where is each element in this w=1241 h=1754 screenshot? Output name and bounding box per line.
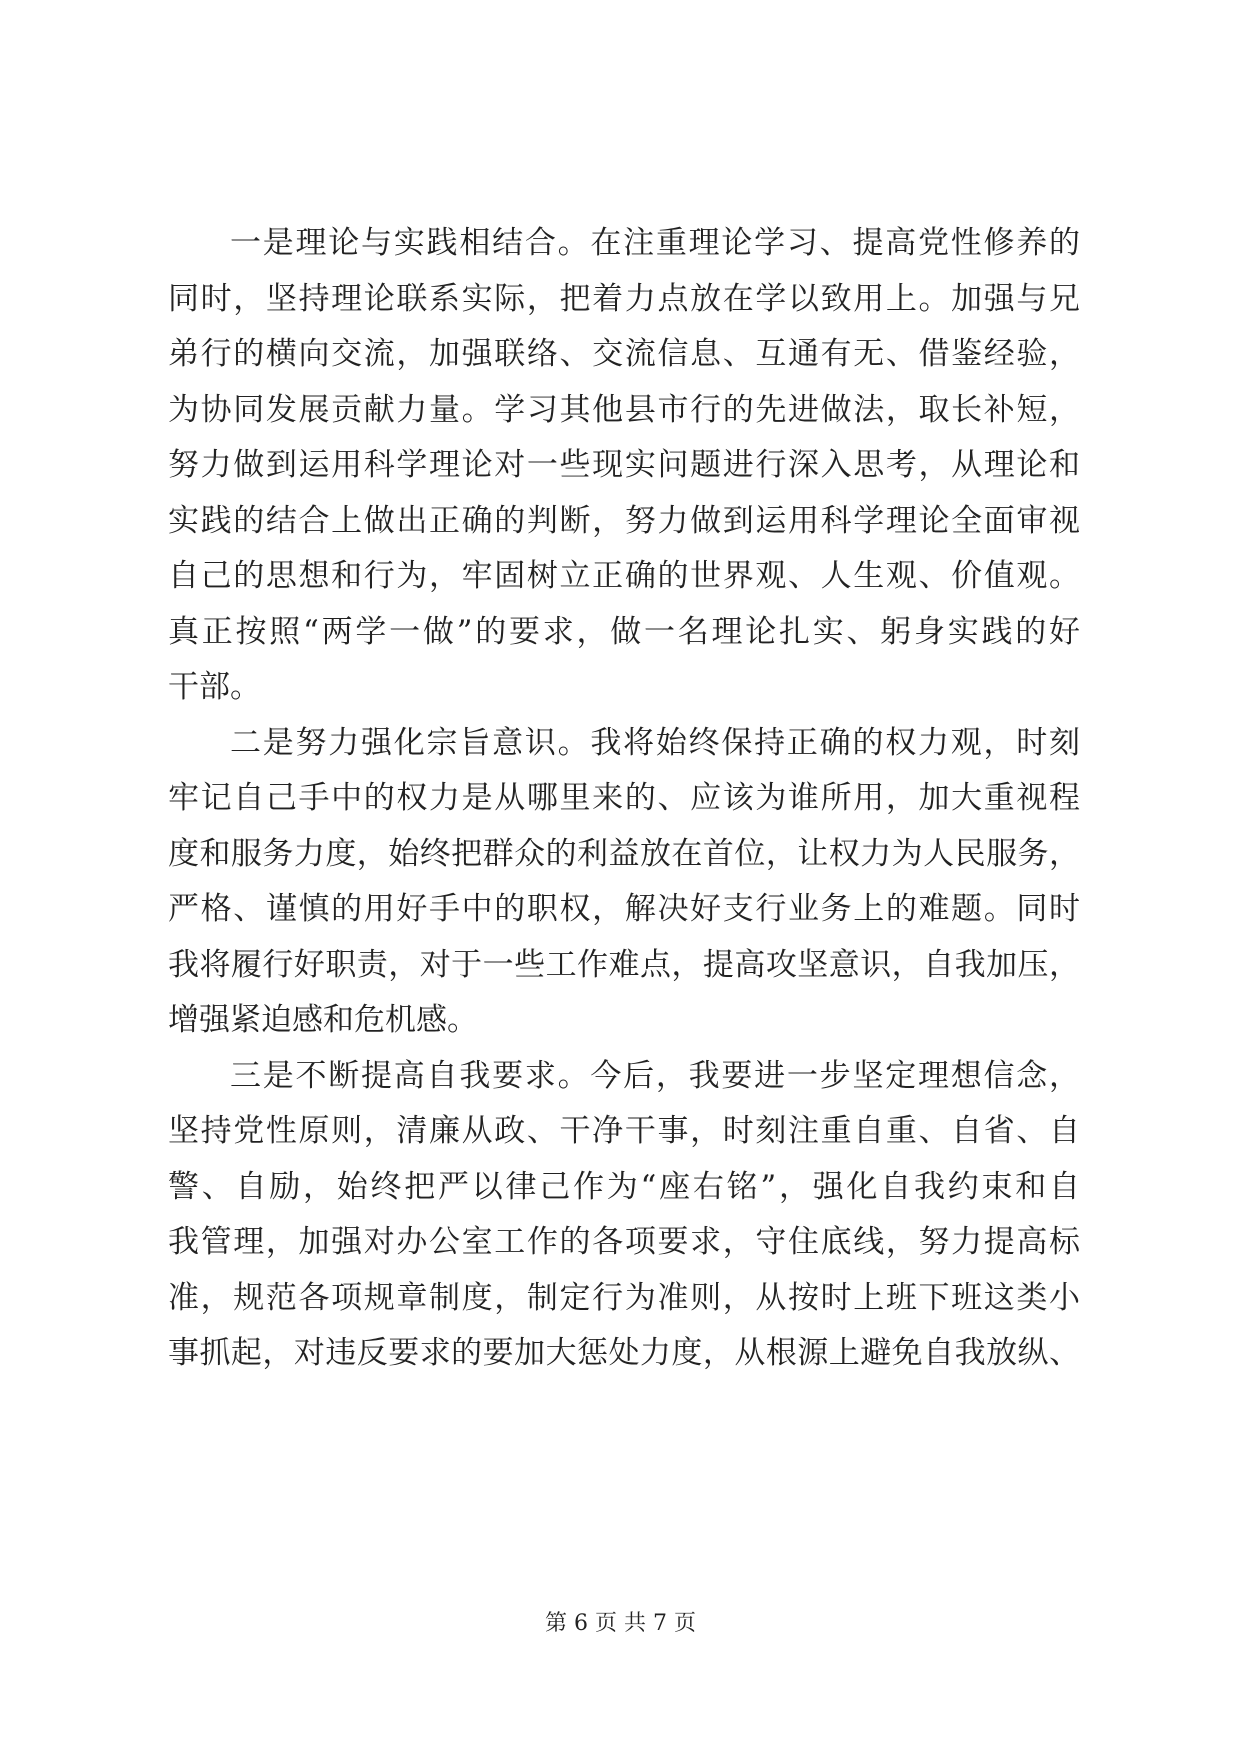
text-line: 一是理论与实践相结合。在注重理论学习、提高党性修养的	[230, 225, 1080, 261]
text-line: 实践的结合上做出正确的判断，努力做到运用科学理论全面审视	[168, 502, 1080, 539]
text-line: 准，规范各项规章制度，制定行为准则，从按时上班下班这类小	[168, 1279, 1080, 1316]
text-line: 自己的思想和行为，牢固树立正确的世界观、人生观、价值观。	[168, 558, 1080, 594]
paragraph-1	[168, 216, 1080, 716]
text-line: 度和服务力度，始终把群众的利益放在首位，让权力为人民服务，	[168, 835, 1080, 872]
text-line: 警、自励，始终把严以律己作为“座右铭”，强化自我约束和自	[168, 1168, 1080, 1205]
text-line: 弟行的横向交流，加强联络、交流信息、互通有无、借鉴经验，	[168, 336, 1080, 372]
paragraph-2	[168, 716, 1080, 1049]
text-line: 为协同发展贡献力量。学习其他县市行的先进做法，取长补短，	[168, 391, 1080, 428]
text-line: 真正按照“两学一做”的要求，做一名理论扎实、躬身实践的好	[168, 613, 1080, 650]
document-body	[168, 216, 1080, 1382]
text-line: 事抓起，对违反要求的要加大惩处力度，从根源上避免自我放纵、	[168, 1335, 1080, 1371]
paragraph-3	[168, 1049, 1080, 1382]
text-line: 我将履行好职责，对于一些工作难点，提高攻坚意识，自我加压，	[168, 946, 1080, 983]
text-line: 严格、谨慎的用好手中的职权，解决好支行业务上的难题。同时	[168, 891, 1080, 927]
text-line: 我管理，加强对办公室工作的各项要求，守住底线，努力提高标	[168, 1224, 1080, 1260]
text-line: 二是努力强化宗旨意识。我将始终保持正确的权力观，时刻	[230, 724, 1080, 761]
text-line: 牢记自己手中的权力是从哪里来的、应该为谁所用，加大重视程	[168, 780, 1080, 816]
text-line: 同时，坚持理论联系实际，把着力点放在学以致用上。加强与兄	[168, 280, 1080, 317]
text-line: 努力做到运用科学理论对一些现实问题进行深入思考，从理论和	[168, 447, 1080, 483]
text-line: 增强紧迫感和危机感。	[168, 1002, 478, 1038]
text-line: 三是不断提高自我要求。今后，我要进一步坚定理想信念，	[230, 1057, 1080, 1094]
text-line: 坚持党性原则，清廉从政、干净干事，时刻注重自重、自省、自	[168, 1113, 1080, 1149]
text-line: 干部。	[168, 669, 261, 705]
page-number-footer: 第 6 页 共 7 页	[545, 1611, 696, 1636]
